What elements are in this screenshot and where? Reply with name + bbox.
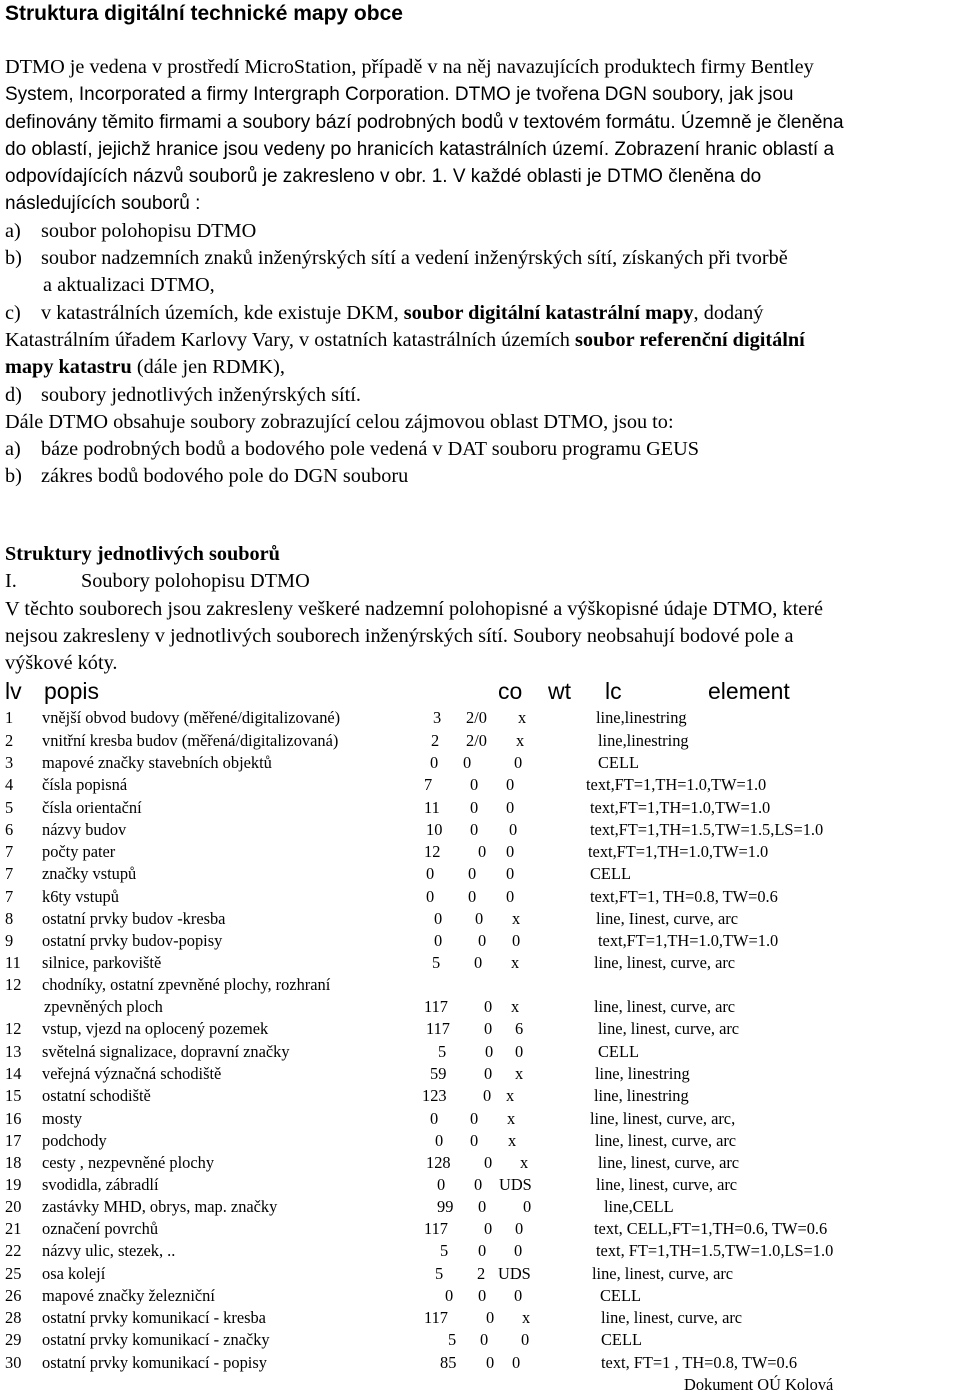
cell-co: 0	[434, 909, 443, 928]
cell-wt: 0	[470, 775, 479, 794]
cell-wt: 0	[478, 931, 487, 950]
cell-element: CELL	[601, 1330, 642, 1349]
roman-marker: I.	[5, 570, 17, 593]
cell-co: 117	[424, 997, 448, 1016]
cell-lv: 1	[5, 708, 14, 727]
cell-wt: 0	[468, 864, 477, 883]
cell-lc: 0	[506, 887, 515, 906]
cell-popis: ostatní prvky budov -kresba	[42, 909, 226, 928]
cell-co: 128	[426, 1153, 451, 1172]
cell-element: line, linest, curve, arc	[595, 1131, 737, 1150]
cell-popis: vnitřní kresba budov (měřená/digitalizovaná)	[42, 731, 339, 750]
cell-co: 0	[437, 1175, 446, 1194]
cell-element: line, linest, curve, arc	[592, 1264, 734, 1283]
cell-popis: světelná signalizace, dopravní značky	[42, 1042, 290, 1061]
table-row	[0, 1329, 960, 1351]
paragraph-line: V těchto souborech jsou zakresleny veškeré nadzemní polohopisné a výškopisné údaje DTMO, které	[5, 597, 823, 620]
page-title: Struktura digitální technické mapy obce	[5, 2, 403, 25]
cell-wt: 0	[474, 953, 483, 972]
cell-co: 0	[430, 1109, 439, 1128]
cell-lv: 4	[5, 775, 14, 794]
list-text: , dodaný	[693, 301, 764, 324]
list-text: soubor nadzemních znaků inženýrských sítí a vedení inženýrských sítí, získaných při tvorbě	[41, 247, 788, 270]
table-row	[0, 952, 960, 974]
cell-wt: 0	[463, 753, 472, 772]
cell-popis: ostatní prvky komunikací - značky	[42, 1330, 270, 1349]
cell-lv: 7	[5, 887, 14, 906]
cell-wt: 0	[468, 887, 477, 906]
cell-lv: 8	[5, 909, 14, 928]
table-row	[0, 841, 960, 863]
cell-lv: 7	[5, 864, 14, 883]
cell-lc: 0	[515, 1042, 524, 1061]
cell-co: 0	[426, 887, 435, 906]
cell-lc: 0	[514, 753, 523, 772]
cell-lc: 0	[506, 842, 515, 861]
cell-lv: 13	[5, 1042, 22, 1061]
table-row	[0, 930, 960, 952]
cell-wt: 0	[480, 1330, 489, 1349]
cell-wt: 0	[475, 909, 484, 928]
intro-section	[5, 54, 950, 491]
list-marker: b)	[5, 465, 22, 488]
cell-popis: ostatní schodiště	[42, 1086, 151, 1105]
cell-wt: 2/0	[466, 708, 487, 727]
cell-lv: 16	[5, 1109, 22, 1128]
bold-term: mapy katastru	[5, 356, 132, 379]
intro-line: odpovídajících názvů souborů je zakresleno v obr. 1. V každé oblasti je DTMO členěna do	[5, 166, 762, 188]
paragraph-line: výškové kóty.	[5, 652, 118, 675]
cell-popis: značky vstupů	[42, 864, 137, 883]
cell-lv: 30	[5, 1353, 22, 1372]
cell-wt: 2	[477, 1264, 486, 1283]
cell-element: line, linestring	[595, 1064, 690, 1083]
cell-wt: 2/0	[466, 731, 487, 750]
table-row	[0, 1108, 960, 1130]
cell-lc: x	[518, 708, 527, 727]
table-row	[0, 819, 960, 841]
cell-wt: 0	[470, 1109, 479, 1128]
cell-lv: 29	[5, 1330, 22, 1349]
cell-co: 85	[440, 1353, 457, 1372]
cell-popis: označení povrchů	[42, 1219, 159, 1238]
cell-element: line, linest, curve, arc	[598, 1153, 740, 1172]
cell-lv: 14	[5, 1064, 22, 1083]
cell-wt: 0	[485, 1042, 494, 1061]
intro-line: následujících souborů :	[5, 193, 201, 215]
bold-term: soubor referenční digitální	[574, 328, 805, 351]
bold-term: soubor digitální katastrální mapy	[403, 301, 694, 324]
cell-popis: názvy ulic, stezek, ..	[42, 1241, 176, 1260]
cell-wt: 0	[470, 820, 479, 839]
cell-lv: 26	[5, 1286, 22, 1305]
cell-lv: 12	[5, 975, 22, 994]
cell-element: line,CELL	[604, 1197, 674, 1216]
cell-element: line, linest, curve, arc	[594, 997, 736, 1016]
list-item-d	[5, 382, 950, 409]
cell-co: 0	[430, 753, 439, 772]
cell-popis: cesty , nezpevněné plochy	[42, 1153, 215, 1172]
cell-lc: x	[508, 1131, 517, 1150]
cell-wt: 0	[478, 1197, 487, 1216]
column-header-wt: wt	[548, 678, 571, 704]
cell-lv: 2	[5, 731, 14, 750]
cell-co: 59	[430, 1064, 447, 1083]
structures-section	[5, 541, 950, 677]
paragraph: Dále DTMO obsahuje soubory zobrazující celou zájmovou oblast DTMO, jsou to:	[5, 410, 674, 433]
cell-element: CELL	[590, 864, 631, 883]
table-row	[0, 1218, 960, 1240]
cell-co: 10	[426, 820, 443, 839]
cell-element: line,linestring	[598, 731, 689, 750]
cell-lv: 20	[5, 1197, 22, 1216]
table-row	[0, 730, 960, 752]
cell-popis: mapové značky železniční	[42, 1286, 215, 1305]
cell-popis: ostatní prvky komunikací - kresba	[42, 1308, 266, 1327]
cell-popis: silnice, parkoviště	[42, 953, 162, 972]
cell-lv: 11	[5, 953, 21, 972]
cell-element: text,FT=1, TH=0.8, TW=0.6	[590, 887, 778, 906]
cell-element: line, linest, curve, arc	[594, 953, 736, 972]
table-row	[0, 1041, 960, 1063]
cell-co: 5	[440, 1241, 449, 1260]
cell-wt: 0	[474, 1175, 483, 1194]
list-marker: a)	[5, 219, 21, 242]
cell-popis: vstup, vjezd na oplocený pozemek	[42, 1019, 269, 1038]
cell-element: text,FT=1,TH=1.0,TW=1.0	[586, 775, 767, 794]
cell-co: 0	[426, 864, 435, 883]
cell-lc: x	[512, 909, 521, 928]
cell-popis: svodidla, zábradlí	[42, 1175, 159, 1194]
cell-lv: 9	[5, 931, 14, 950]
cell-wt: 0	[478, 842, 487, 861]
cell-wt: 0	[484, 1219, 493, 1238]
subsection-text: Soubory polohopisu DTMO	[81, 570, 310, 593]
cell-lv: 28	[5, 1308, 22, 1327]
cell-co: 117	[424, 1219, 448, 1238]
column-header-lc: lc	[605, 678, 622, 704]
list-item-a	[5, 218, 950, 245]
cell-lc: 0	[509, 820, 518, 839]
cell-lc: 0	[523, 1197, 532, 1216]
cell-element: text, FT=1,TH=1.5,TW=1.0,LS=1.0	[596, 1241, 834, 1260]
intro-line: System, Incorporated a firmy Intergraph Corporation. DTMO je tvořena DGN soubory, jak jsou	[5, 84, 794, 106]
table-row	[0, 1285, 960, 1307]
list-marker: c)	[5, 301, 21, 324]
table-row	[0, 1240, 960, 1262]
cell-element: text, FT=1 , TH=0.8, TW=0.6	[601, 1353, 798, 1372]
table-row	[0, 707, 960, 729]
column-header-co: co	[498, 678, 523, 704]
cell-popis: počty pater	[42, 842, 116, 861]
list-marker: b)	[5, 247, 22, 270]
cell-lc: UDS	[498, 1264, 531, 1283]
cell-lc: 0	[514, 1241, 523, 1260]
cell-popis: zastávky MHD, obrys, map. značky	[42, 1197, 278, 1216]
cell-lc: UDS	[499, 1175, 532, 1194]
intro-line: definovány těmito firmami a soubory bází podrobných bodů v textovém formátu. Územně je členěna	[5, 111, 844, 133]
cell-popis: chodníky, ostatní zpevněné plochy, rozhraní	[42, 975, 331, 994]
cell-lc: 0	[515, 1219, 524, 1238]
table-row	[0, 1063, 960, 1085]
cell-popis: mosty	[42, 1109, 83, 1128]
cell-wt: 0	[486, 1308, 495, 1327]
cell-element: line, Iinest, curve, arc	[596, 909, 738, 928]
cell-element: text,FT=1,TH=1.0,TW=1.0	[598, 931, 779, 950]
cell-element: CELL	[600, 1286, 641, 1305]
cell-wt: 0	[478, 1286, 487, 1305]
table-row	[0, 1196, 960, 1218]
intro-line: DTMO je vedena v prostředí MicroStation, případě v na něj navazujících produktech firmy Bentley	[5, 56, 814, 78]
cell-element: text,FT=1,TH=1.5,TW=1.5,LS=1.0	[590, 820, 824, 839]
cell-popis: čísla orientační	[42, 798, 142, 817]
table-row	[0, 1152, 960, 1174]
cell-lv: 22	[5, 1241, 22, 1260]
cell-lv: 21	[5, 1219, 22, 1238]
cell-popis: vnější obvod budovy (měřené/digitalizované)	[42, 708, 341, 727]
cell-lc: x	[515, 1064, 524, 1083]
cell-popis-continuation: zpevněných ploch	[44, 997, 163, 1016]
cell-co: 11	[424, 798, 440, 817]
cell-co: 123	[422, 1086, 447, 1105]
list-text: soubor polohopisu DTMO	[41, 219, 257, 242]
cell-wt: 0	[484, 1064, 493, 1083]
cell-element: CELL	[598, 1042, 639, 1061]
table-row	[0, 752, 960, 774]
cell-co: 5	[448, 1330, 457, 1349]
cell-wt: 0	[484, 997, 493, 1016]
cell-co: 5	[432, 953, 441, 972]
cell-lv: 18	[5, 1153, 22, 1172]
cell-co: 7	[424, 775, 433, 794]
cell-lc: 0	[512, 1353, 521, 1372]
cell-lc: 0	[506, 775, 515, 794]
cell-co: 0	[435, 1131, 444, 1150]
list-text: v katastrálních územích, kde existuje DKM,	[41, 301, 404, 324]
table-row	[0, 1085, 960, 1107]
cell-lc: x	[522, 1308, 531, 1327]
list-item-b2	[5, 463, 950, 490]
section-heading: Struktury jednotlivých souborů	[5, 543, 280, 565]
cell-element: line, linestring	[594, 1086, 689, 1105]
cell-wt: 0	[478, 1241, 487, 1260]
footer-note: Dokument OÚ Kolová	[684, 1375, 834, 1394]
cell-lc: 0	[506, 864, 515, 883]
cell-wt: 0	[470, 1131, 479, 1150]
cell-lv: 5	[5, 798, 14, 817]
column-header-element: element	[708, 678, 790, 704]
cell-lc: 0	[514, 1286, 523, 1305]
table-row	[0, 1130, 960, 1152]
cell-element: line, linest, curve, arc,	[590, 1109, 736, 1128]
cell-lc: x	[511, 953, 520, 972]
list-item-c-line2	[5, 327, 950, 354]
cell-wt: 0	[483, 1086, 492, 1105]
cell-lv: 25	[5, 1264, 22, 1283]
table-row	[0, 1263, 960, 1285]
cell-co: 117	[426, 1019, 450, 1038]
list-text: báze podrobných bodů a bodového pole vedená v DAT souboru programu GEUS	[41, 438, 700, 461]
list-item-b-continuation: a aktualizaci DTMO,	[43, 274, 215, 297]
table-row	[0, 863, 960, 885]
table-row	[0, 1307, 960, 1329]
cell-lv: 17	[5, 1131, 22, 1150]
cell-wt: 0	[484, 1153, 493, 1172]
table-row	[0, 1174, 960, 1196]
column-header-popis: popis	[44, 678, 99, 704]
list-text: zákres bodů bodového pole do DGN souboru	[41, 465, 409, 488]
cell-co: 99	[437, 1197, 454, 1216]
cell-co: 5	[438, 1042, 447, 1061]
list-text: Katastrálním úřadem Karlovy Vary, v ostatních katastrálních územích	[5, 328, 575, 351]
cell-lv: 6	[5, 820, 14, 839]
list-text: (dále jen RDMK),	[131, 356, 285, 379]
cell-co: 12	[424, 842, 441, 861]
cell-element: line, linest, curve, arc	[601, 1308, 743, 1327]
cell-popis: názvy budov	[42, 820, 127, 839]
cell-lc: 0	[521, 1330, 530, 1349]
list-item-c	[5, 300, 950, 327]
cell-popis: mapové značky stavebních objektů	[42, 753, 272, 772]
column-header-lv: lv	[5, 678, 22, 704]
table-row	[0, 797, 960, 819]
cell-co: 3	[433, 708, 442, 727]
list-item-b	[5, 245, 950, 272]
list-item-a2	[5, 436, 950, 463]
cell-lc: x	[520, 1153, 529, 1172]
cell-lc: 0	[512, 931, 521, 950]
list-marker: a)	[5, 438, 21, 461]
cell-popis: čísla popisná	[42, 775, 128, 794]
subsection-title	[5, 568, 950, 595]
cell-co: 0	[434, 931, 443, 950]
cell-element: line,linestring	[596, 708, 687, 727]
cell-lv: 7	[5, 842, 14, 861]
cell-lc: x	[511, 997, 520, 1016]
cell-lc: 6	[515, 1019, 524, 1038]
list-item-c-line3	[5, 354, 950, 381]
table-row	[0, 908, 960, 930]
cell-wt: 0	[470, 798, 479, 817]
table-row	[0, 886, 960, 908]
cell-wt: 0	[484, 1019, 493, 1038]
cell-wt: 0	[486, 1353, 495, 1372]
cell-lc: 0	[506, 798, 515, 817]
cell-lc: x	[516, 731, 525, 750]
paragraph-line: nejsou zakresleny v jednotlivých souborech inženýrských sítí. Soubory neobsahují bodové pole a	[5, 624, 794, 647]
cell-popis: veřejná význačná schodiště	[42, 1064, 222, 1083]
cell-popis: ostatní prvky budov-popisy	[42, 931, 223, 950]
cell-popis: podchody	[42, 1131, 107, 1150]
cell-lc: x	[507, 1109, 516, 1128]
cell-co: 117	[424, 1308, 448, 1327]
list-text: soubory jednotlivých inženýrských sítí.	[41, 383, 361, 406]
list-marker: d)	[5, 383, 22, 406]
table-row	[0, 974, 960, 1018]
table-row	[0, 774, 960, 796]
cell-popis: osa kolejí	[42, 1264, 106, 1283]
cell-element: text,FT=1,TH=1.0,TW=1.0	[588, 842, 769, 861]
cell-element: line, linest, curve, arc	[598, 1019, 740, 1038]
table-row	[0, 1018, 960, 1040]
cell-element: line, linest, curve, arc	[596, 1175, 738, 1194]
cell-co: 2	[431, 731, 440, 750]
cell-popis: k6ty vstupů	[42, 887, 119, 906]
cell-lv: 12	[5, 1019, 22, 1038]
cell-co: 0	[445, 1286, 454, 1305]
cell-element: CELL	[598, 753, 639, 772]
table-row	[0, 1352, 960, 1374]
intro-line: do oblastí, jejichž hranice jsou vedeny po hranicích katastrálních území. Zobrazení hranic oblastí a	[5, 138, 835, 160]
cell-element: text, CELL,FT=1,TH=0.6, TW=0.6	[594, 1219, 828, 1238]
cell-lc: x	[506, 1086, 515, 1105]
cell-lv: 15	[5, 1086, 22, 1105]
cell-lv: 3	[5, 753, 14, 772]
cell-co: 5	[435, 1264, 444, 1283]
cell-lv: 19	[5, 1175, 22, 1194]
cell-element: text,FT=1,TH=1.0,TW=1.0	[590, 798, 771, 817]
cell-popis: ostatní prvky komunikací - popisy	[42, 1353, 267, 1372]
